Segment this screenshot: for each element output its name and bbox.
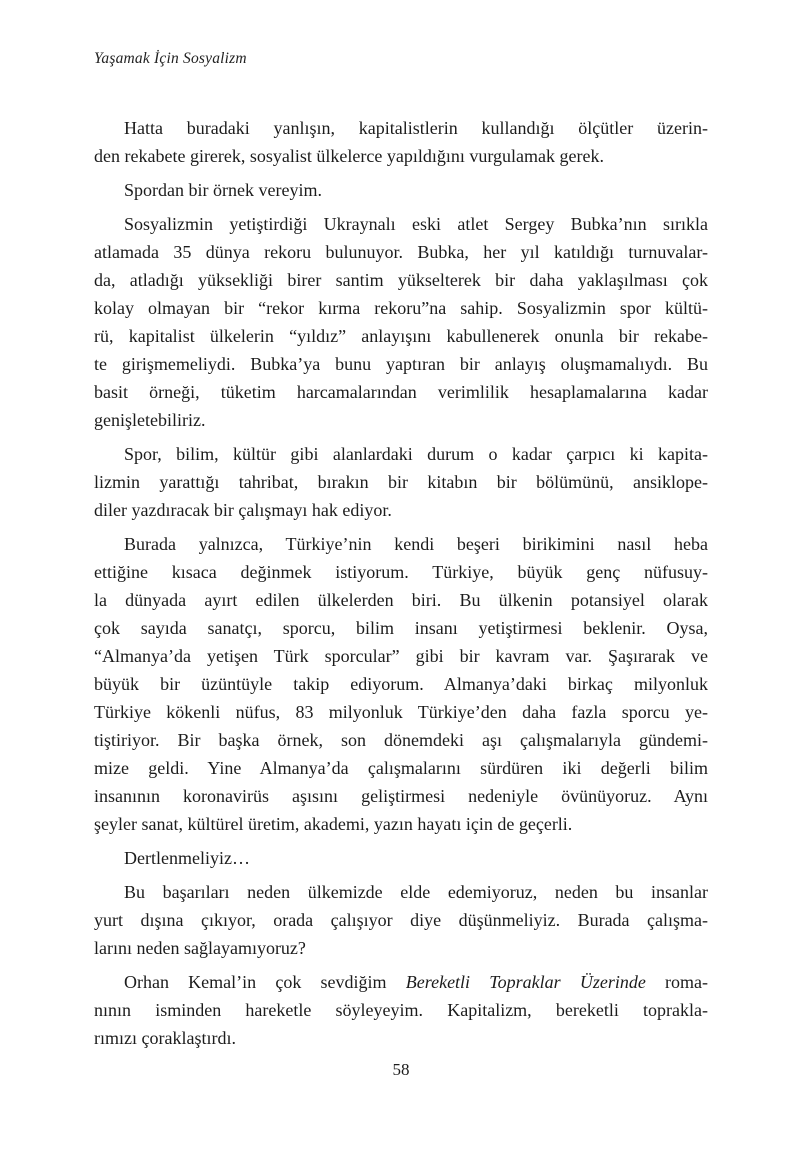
running-header: Yaşamak İçin Sosyalizm — [94, 50, 247, 67]
page-number: 58 — [392, 1060, 410, 1079]
text-line: larını neden sağlayamıyoruz? — [94, 938, 306, 958]
paragraph — [94, 176, 708, 204]
text-line: insanının koronavirüs aşısını geliştirmesi nedeniyle övünüyoruz. Aynı — [94, 786, 708, 806]
text-line: den rekabete girerek, sosyalist ülkelerce yapıldığını vurgulamak gerek. — [94, 146, 604, 166]
paragraph — [94, 530, 708, 838]
text-line: Dertlenmeliyiz… — [124, 848, 250, 868]
paragraph — [94, 210, 708, 434]
paragraph — [94, 844, 708, 872]
text-line: ettiğine kısaca değinmek istiyorum. Türkiye, büyük genç nüfusuy- — [94, 562, 708, 582]
text-line: “Almanya’da yetişen Türk sporcular” gibi bir kavram var. Şaşırarak ve — [94, 646, 708, 666]
body-text — [94, 114, 708, 1052]
text-line: Spor, bilim, kültür gibi alanlardaki durum o kadar çarpıcı ki kapita- — [124, 444, 708, 464]
text-line: Spordan bir örnek vereyim. — [124, 180, 322, 200]
text-line: rü, kapitalist ülkelerin “yıldız” anlayışını kabullenerek onunla bir rekabe- — [94, 326, 708, 346]
text-line: tiştiriyor. Bir başka örnek, son dönemdeki aşı çalışmalarıyla gündemi- — [94, 730, 708, 750]
text-line: çok sayıda sanatçı, sporcu, bilim insanı yetiştirmesi beklenir. Oysa, — [94, 618, 708, 638]
text-line: şeyler sanat, kültürel üretim, akademi, yazın hayatı için de geçerli. — [94, 814, 573, 834]
text-line: Sosyalizmin yetiştirdiği Ukraynalı eski atlet Sergey Bubka’nın sırıkla — [124, 214, 708, 234]
text-line: atlamada 35 dünya rekoru bulunuyor. Bubka, her yıl katıldığı turnuvalar- — [94, 242, 708, 262]
paragraph — [94, 968, 708, 1052]
paragraph — [94, 114, 708, 170]
text-line: genişletebiliriz. — [94, 410, 206, 430]
text-line: basit örneği, tüketim harcamalarından verimlilik hesaplamalarına kadar — [94, 382, 708, 402]
text-line: yurt dışına çıkıyor, orada çalışıyor diye düşünmeliyiz. Burada çalışma- — [94, 910, 708, 930]
text-line: büyük bir üzüntüyle takip ediyorum. Almanya’daki birkaç milyonluk — [94, 674, 708, 694]
text-line: nının isminden hareketle söyleyeyim. Kapitalizm, bereketli toprakla- — [94, 1000, 708, 1020]
paragraph — [94, 878, 708, 962]
text-line: diler yazdıracak bir çalışmayı hak ediyor. — [94, 500, 392, 520]
text-line: Orhan Kemal’in çok sevdiğim Bereketli Topraklar Üzerinde roma- — [124, 972, 708, 992]
text-line: lizmin yarattığı tahribat, bırakın bir kitabın bir bölümünü, ansiklope- — [94, 472, 708, 492]
text-line: Türkiye kökenli nüfus, 83 milyonluk Türkiye’den daha fazla sporcu ye- — [94, 702, 708, 722]
text-line: da, atladığı yüksekliği birer santim yükselterek bir daha yaklaşılması çok — [94, 270, 708, 290]
text-line: la dünyada ayırt edilen ülkelerden biri. Bu ülkenin potansiyel olarak — [94, 590, 708, 610]
text-line: Hatta buradaki yanlışın, kapitalistlerin kullandığı ölçütler üzerin- — [124, 118, 708, 138]
paragraph — [94, 440, 708, 524]
text-line: Bu başarıları neden ülkemizde elde edemiyoruz, neden bu insanlar — [124, 882, 708, 902]
text-line: rımızı çoraklaştırdı. — [94, 1028, 236, 1048]
text-line: kolay olmayan bir “rekor kırma rekoru”na sahip. Sosyalizmin spor kültü- — [94, 298, 708, 318]
text-line: Burada yalnızca, Türkiye’nin kendi beşeri birikimini nasıl heba — [124, 534, 708, 554]
text-line: te girişmemeliydi. Bubka’ya bunu yaptıran bir anlayış oluşmamalıydı. Bu — [94, 354, 708, 374]
text-line: mize geldi. Yine Almanya’da çalışmalarını sürdüren iki değerli bilim — [94, 758, 708, 778]
